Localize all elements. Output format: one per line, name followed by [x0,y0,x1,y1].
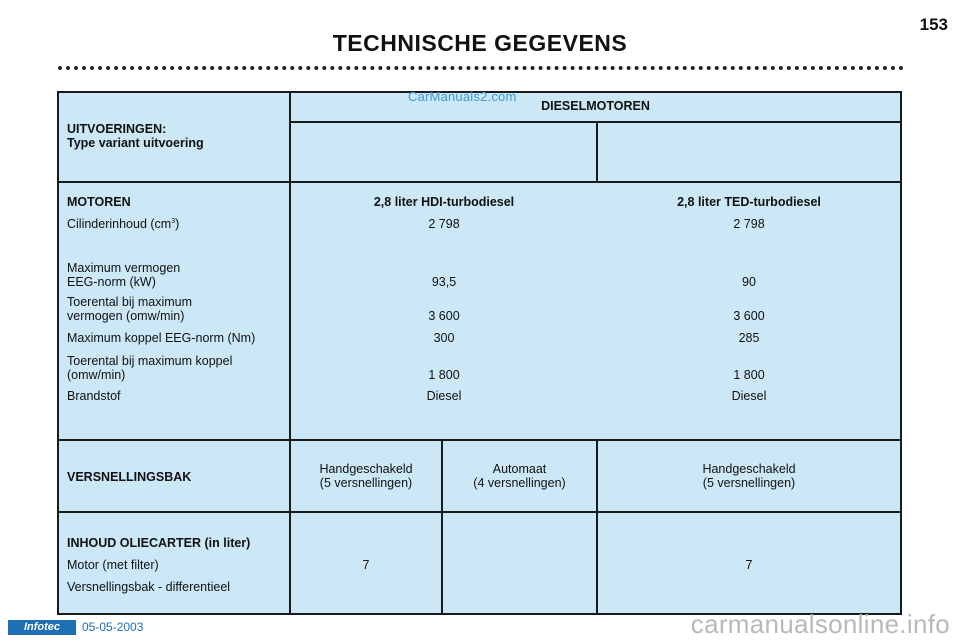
oil-engine-label: Motor (met filter) [67,558,159,572]
row-divider [59,181,900,183]
engines-label: MOTOREN [67,195,131,209]
displacement-value-2: 2 798 [733,217,765,231]
power-rpm-value-1: 3 600 [428,309,460,323]
oil-value-1: 7 [362,558,370,572]
gearbox-3-line-1: Handgeschakeld [702,462,796,476]
fuel-label: Brandstof [67,389,121,403]
watermark: CarManuals2.com [408,89,517,104]
dotted-divider [58,66,904,70]
oil-label: INHOUD OLIECARTER (in liter) [67,536,251,550]
gearbox-1-line-2: (5 versnellingen) [319,476,413,490]
torque-rpm-value-2: 1 800 [733,368,765,382]
power-rpm-label: Toerental bij maximum [67,295,193,309]
fuel-value-2: Diesel [731,389,767,403]
gearbox-label: VERSNELLINGSBAK [67,470,192,484]
torque-value-1: 300 [433,331,455,345]
infotec-badge: Infotec [8,620,76,635]
group-header: DIESELMOTOREN [541,99,650,113]
row-divider [59,439,900,441]
page-title: TECHNISCHE GEGEVENS [332,30,628,56]
displacement-label: Cilinderinhoud $(cm^3)$ [67,217,180,231]
variants-sublabel: Type variant uitvoering [67,136,204,150]
gearbox-3-line-2: (5 versnellingen) [702,476,796,490]
variants-label: UITVOERINGEN: [67,122,167,136]
column-divider [596,122,598,183]
spec-table [57,91,902,615]
oil-gearbox-label: Versnellingsbak - differentieel [67,580,231,594]
power-value-1: 93,5 [431,275,457,289]
page-number: 153 [919,15,948,34]
gearbox-1-line-1: Handgeschakeld [319,462,413,476]
column-divider [289,93,291,613]
torque-rpm-label-2: (omw/min) [67,368,126,382]
power-rpm-label-2: vermogen (omw/min) [67,309,185,323]
engine-1-name: 2,8 liter HDI-turbodiesel [373,195,515,209]
footer-date: 05-05-2003 [82,620,144,634]
torque-rpm-label: Toerental bij maximum koppel [67,354,233,368]
row-divider [289,121,900,123]
gearbox-2-line-1: Automaat [492,462,547,476]
gearbox-2-line-2: (4 versnellingen) [473,476,566,490]
torque-label: Maximum koppel EEG-norm (Nm) [67,331,256,345]
engine-2-name: 2,8 liter TED-turbodiesel [677,195,821,209]
fuel-value-1: Diesel [426,389,462,403]
displacement-value-1: 2 798 [428,217,460,231]
torque-rpm-value-1: 1 800 [428,368,460,382]
power-label-2: EEG-norm (kW) [67,275,156,289]
footer-site-watermark: carmanualsonline.info [690,609,950,639]
power-label: Maximum vermogen [67,261,181,275]
power-value-2: 90 [742,275,756,289]
torque-value-2: 285 [738,331,760,345]
row-divider [59,511,900,513]
oil-value-2: 7 [745,558,753,572]
power-rpm-value-2: 3 600 [733,309,765,323]
